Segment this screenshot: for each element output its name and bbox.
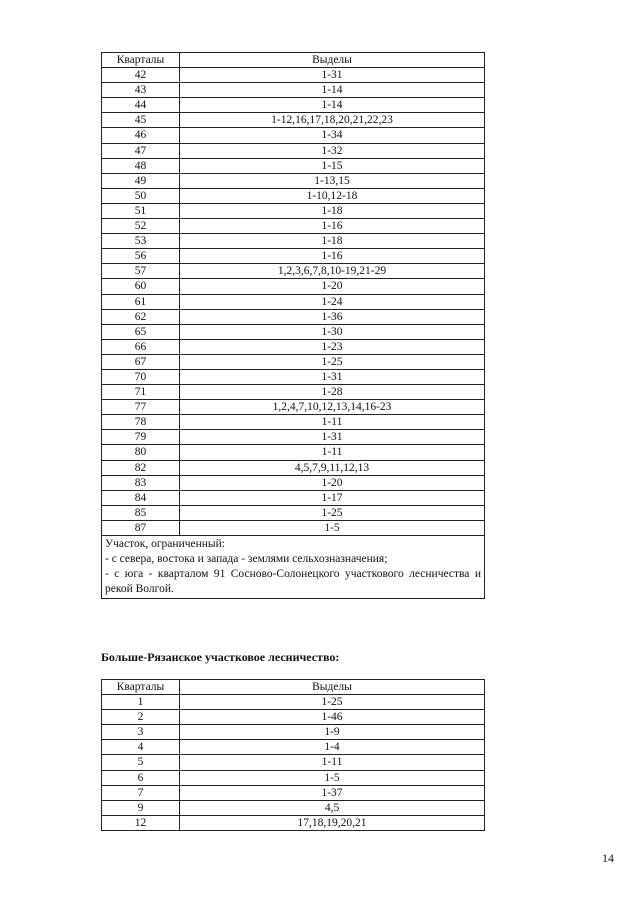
kvartal-cell: 84 xyxy=(102,490,180,505)
kvartal-cell: 9 xyxy=(102,800,180,815)
table-row xyxy=(102,324,485,339)
page-number: 14 xyxy=(602,851,614,865)
vydely-cell: 1-11 xyxy=(180,755,485,770)
kvartal-cell: 44 xyxy=(102,98,180,113)
table-row xyxy=(102,785,485,800)
table-row xyxy=(102,68,485,83)
table-header-row xyxy=(102,680,485,695)
table-row xyxy=(102,279,485,294)
vydely-cell: 1-15 xyxy=(180,158,485,173)
table-row xyxy=(102,755,485,770)
vydely-cell: 4,5,7,9,11,12,13 xyxy=(180,460,485,475)
table-body xyxy=(102,695,485,831)
table-row xyxy=(102,369,485,384)
vydely-cell: 1-13,15 xyxy=(180,173,485,188)
kvartal-cell: 82 xyxy=(102,460,180,475)
vydely-cell: 1-10,12-18 xyxy=(180,188,485,203)
kvartal-cell: 53 xyxy=(102,234,180,249)
vydely-cell: 1-11 xyxy=(180,415,485,430)
kvartal-cell: 49 xyxy=(102,173,180,188)
kvartal-cell: 70 xyxy=(102,369,180,384)
table-row xyxy=(102,354,485,369)
table-row xyxy=(102,219,485,234)
kvartal-cell: 2 xyxy=(102,710,180,725)
kvartal-cell: 4 xyxy=(102,740,180,755)
table-row xyxy=(102,173,485,188)
table-body xyxy=(102,68,485,536)
note-line-3: - с юга - кварталом 91 Сосново-Солонецкого участкового лесничества и рекой Волгой. xyxy=(105,568,481,595)
kvartaly-table-2 xyxy=(101,679,485,831)
vydely-cell: 1-37 xyxy=(180,785,485,800)
table-row xyxy=(102,143,485,158)
vydely-cell: 1-20 xyxy=(180,475,485,490)
vydely-cell: 1-24 xyxy=(180,294,485,309)
table-row xyxy=(102,385,485,400)
table-row xyxy=(102,460,485,475)
kvartal-cell: 5 xyxy=(102,755,180,770)
kvartal-cell: 79 xyxy=(102,430,180,445)
vydely-cell: 1-14 xyxy=(180,83,485,98)
header-vydely: Выделы xyxy=(180,53,485,68)
table-row xyxy=(102,445,485,460)
table-header-row xyxy=(102,53,485,68)
vydely-cell: 1,2,3,6,7,8,10-19,21-29 xyxy=(180,264,485,279)
table-row xyxy=(102,475,485,490)
vydely-cell: 1-32 xyxy=(180,143,485,158)
vydely-cell: 1-25 xyxy=(180,505,485,520)
table-row xyxy=(102,249,485,264)
vydely-cell: 1-20 xyxy=(180,279,485,294)
kvartal-cell: 12 xyxy=(102,815,180,830)
kvartal-cell: 87 xyxy=(102,520,180,535)
table-row xyxy=(102,770,485,785)
kvartal-cell: 45 xyxy=(102,113,180,128)
kvartal-cell: 57 xyxy=(102,264,180,279)
vydely-cell: 1-16 xyxy=(180,249,485,264)
kvartal-cell: 77 xyxy=(102,400,180,415)
kvartal-cell: 62 xyxy=(102,309,180,324)
vydely-cell: 1-31 xyxy=(180,430,485,445)
kvartal-cell: 52 xyxy=(102,219,180,234)
vydely-cell: 1-9 xyxy=(180,725,485,740)
table-row xyxy=(102,83,485,98)
vydely-cell: 1-28 xyxy=(180,385,485,400)
kvartal-cell: 56 xyxy=(102,249,180,264)
table-row xyxy=(102,800,485,815)
table-row xyxy=(102,203,485,218)
kvartal-cell: 42 xyxy=(102,68,180,83)
kvartal-cell: 47 xyxy=(102,143,180,158)
vydely-cell: 1-4 xyxy=(180,740,485,755)
table-row xyxy=(102,339,485,354)
vydely-cell: 1-34 xyxy=(180,128,485,143)
kvartal-cell: 85 xyxy=(102,505,180,520)
note-line-2: - с севера, востока и запада - землями сельхозназначения; xyxy=(105,553,388,565)
kvartal-cell: 1 xyxy=(102,695,180,710)
kvartal-cell: 3 xyxy=(102,725,180,740)
kvartal-cell: 46 xyxy=(102,128,180,143)
header-kvartaly: Кварталы xyxy=(102,680,180,695)
kvartal-cell: 61 xyxy=(102,294,180,309)
vydely-cell: 1-18 xyxy=(180,203,485,218)
kvartal-cell: 71 xyxy=(102,385,180,400)
table-row xyxy=(102,490,485,505)
vydely-cell: 1-5 xyxy=(180,520,485,535)
vydely-cell: 1-5 xyxy=(180,770,485,785)
table-row xyxy=(102,309,485,324)
table-row xyxy=(102,695,485,710)
kvartal-cell: 50 xyxy=(102,188,180,203)
vydely-cell: 1-16 xyxy=(180,219,485,234)
table-row xyxy=(102,520,485,535)
vydely-cell: 1-31 xyxy=(180,369,485,384)
table-row xyxy=(102,128,485,143)
table-row xyxy=(102,294,485,309)
kvartal-cell: 60 xyxy=(102,279,180,294)
table-row xyxy=(102,415,485,430)
kvartal-cell: 7 xyxy=(102,785,180,800)
vydely-cell: 1-46 xyxy=(180,710,485,725)
vydely-cell: 1-30 xyxy=(180,324,485,339)
vydely-cell: 1-36 xyxy=(180,309,485,324)
vydely-cell: 17,18,19,20,21 xyxy=(180,815,485,830)
vydely-cell: 1-17 xyxy=(180,490,485,505)
note-row xyxy=(102,536,485,599)
kvartal-cell: 48 xyxy=(102,158,180,173)
kvartal-cell: 6 xyxy=(102,770,180,785)
kvartal-cell: 78 xyxy=(102,415,180,430)
table-row xyxy=(102,113,485,128)
kvartal-cell: 80 xyxy=(102,445,180,460)
table-row xyxy=(102,740,485,755)
kvartaly-table-1 xyxy=(101,52,485,599)
vydely-cell: 1-25 xyxy=(180,354,485,369)
table-row xyxy=(102,430,485,445)
table-row xyxy=(102,264,485,279)
vydely-cell: 1-12,16,17,18,20,21,22,23 xyxy=(180,113,485,128)
table-row xyxy=(102,98,485,113)
kvartal-cell: 65 xyxy=(102,324,180,339)
table-row xyxy=(102,710,485,725)
boundary-note xyxy=(102,536,485,599)
header-kvartaly: Кварталы xyxy=(102,53,180,68)
kvartal-cell: 67 xyxy=(102,354,180,369)
table-row xyxy=(102,400,485,415)
header-vydely: Выделы xyxy=(180,680,485,695)
table-row xyxy=(102,158,485,173)
section-heading: Больше-Рязанское участковое лесничество: xyxy=(101,650,340,664)
kvartal-cell: 51 xyxy=(102,203,180,218)
vydely-cell: 4,5 xyxy=(180,800,485,815)
table-row xyxy=(102,815,485,830)
note-line-1: Участок, ограниченный: xyxy=(105,538,225,550)
kvartal-cell: 43 xyxy=(102,83,180,98)
table-row xyxy=(102,505,485,520)
table-row xyxy=(102,725,485,740)
vydely-cell: 1-23 xyxy=(180,339,485,354)
kvartal-cell: 66 xyxy=(102,339,180,354)
vydely-cell: 1-25 xyxy=(180,695,485,710)
vydely-cell: 1,2,4,7,10,12,13,14,16-23 xyxy=(180,400,485,415)
vydely-cell: 1-14 xyxy=(180,98,485,113)
vydely-cell: 1-31 xyxy=(180,68,485,83)
vydely-cell: 1-18 xyxy=(180,234,485,249)
kvartal-cell: 83 xyxy=(102,475,180,490)
table-row xyxy=(102,188,485,203)
vydely-cell: 1-11 xyxy=(180,445,485,460)
table-row xyxy=(102,234,485,249)
